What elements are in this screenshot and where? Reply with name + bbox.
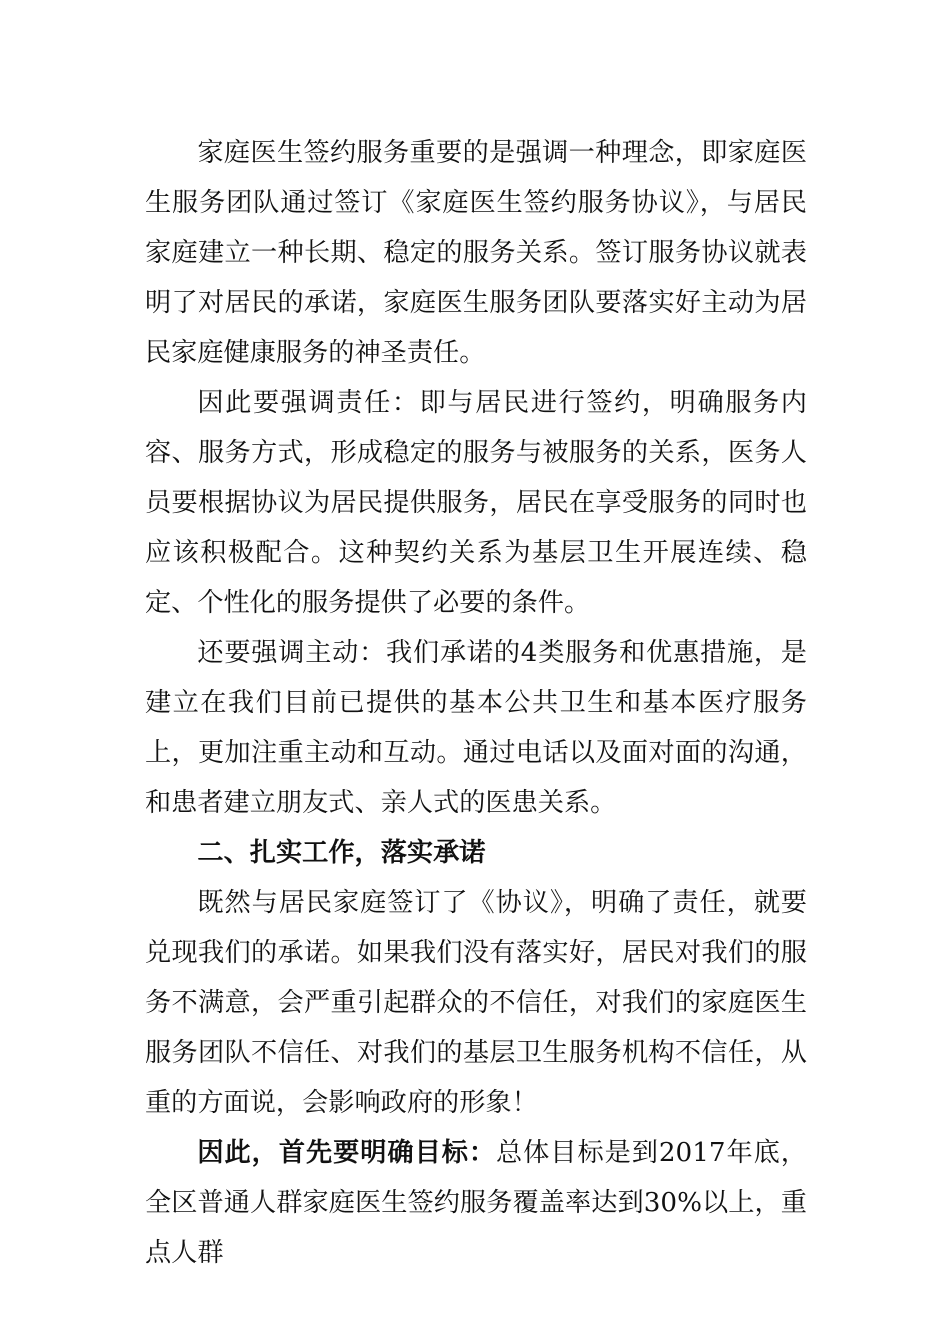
- paragraph-5: [145, 1128, 807, 1278]
- paragraph-3: 还要强调主动：我们承诺的4类服务和优惠措施，是建立在我们目前已提供的基本公共卫生和基本医疗服务上，更加注重主动和互动。通过电话以及面对面的沟通，和患者建立朋友式、亲人式的医患关系。: [145, 638, 807, 818]
- paragraph-2: 因此要强调责任：即与居民进行签约，明确服务内容、服务方式，形成稳定的服务与被服务的关系，医务人员要根据协议为居民提供服务，居民在享受服务的同时也应该积极配合。这种契约关系为基层卫生开展连续、稳定、个性化的服务提供了必要的条件。: [145, 388, 807, 618]
- paragraph-5-text: 总体目标是到2017年底，全区普通人群家庭医生签约服务覆盖率达到30%以上，重点人群: [145, 1138, 807, 1268]
- paragraph-5-lead: 因此，首先要明确目标：: [197, 1137, 497, 1168]
- paragraph-1: 家庭医生签约服务重要的是强调一种理念，即家庭医生服务团队通过签订《家庭医生签约服务协议》，与居民家庭建立一种长期、稳定的服务关系。签订服务协议就表明了对居民的承诺，家庭医生服务团队要落实好主动为居民家庭健康服务的神圣责任。: [145, 138, 807, 368]
- section-heading: 二、扎实工作，落实承诺: [197, 837, 486, 868]
- document-page: [145, 128, 807, 1278]
- paragraph-4: 既然与居民家庭签订了《协议》，明确了责任，就要兑现我们的承诺。如果我们没有落实好，居民对我们的服务不满意，会严重引起群众的不信任，对我们的家庭医生服务团队不信任、对我们的基层卫生服务机构不信任，从重的方面说，会影响政府的形象！: [145, 888, 807, 1118]
